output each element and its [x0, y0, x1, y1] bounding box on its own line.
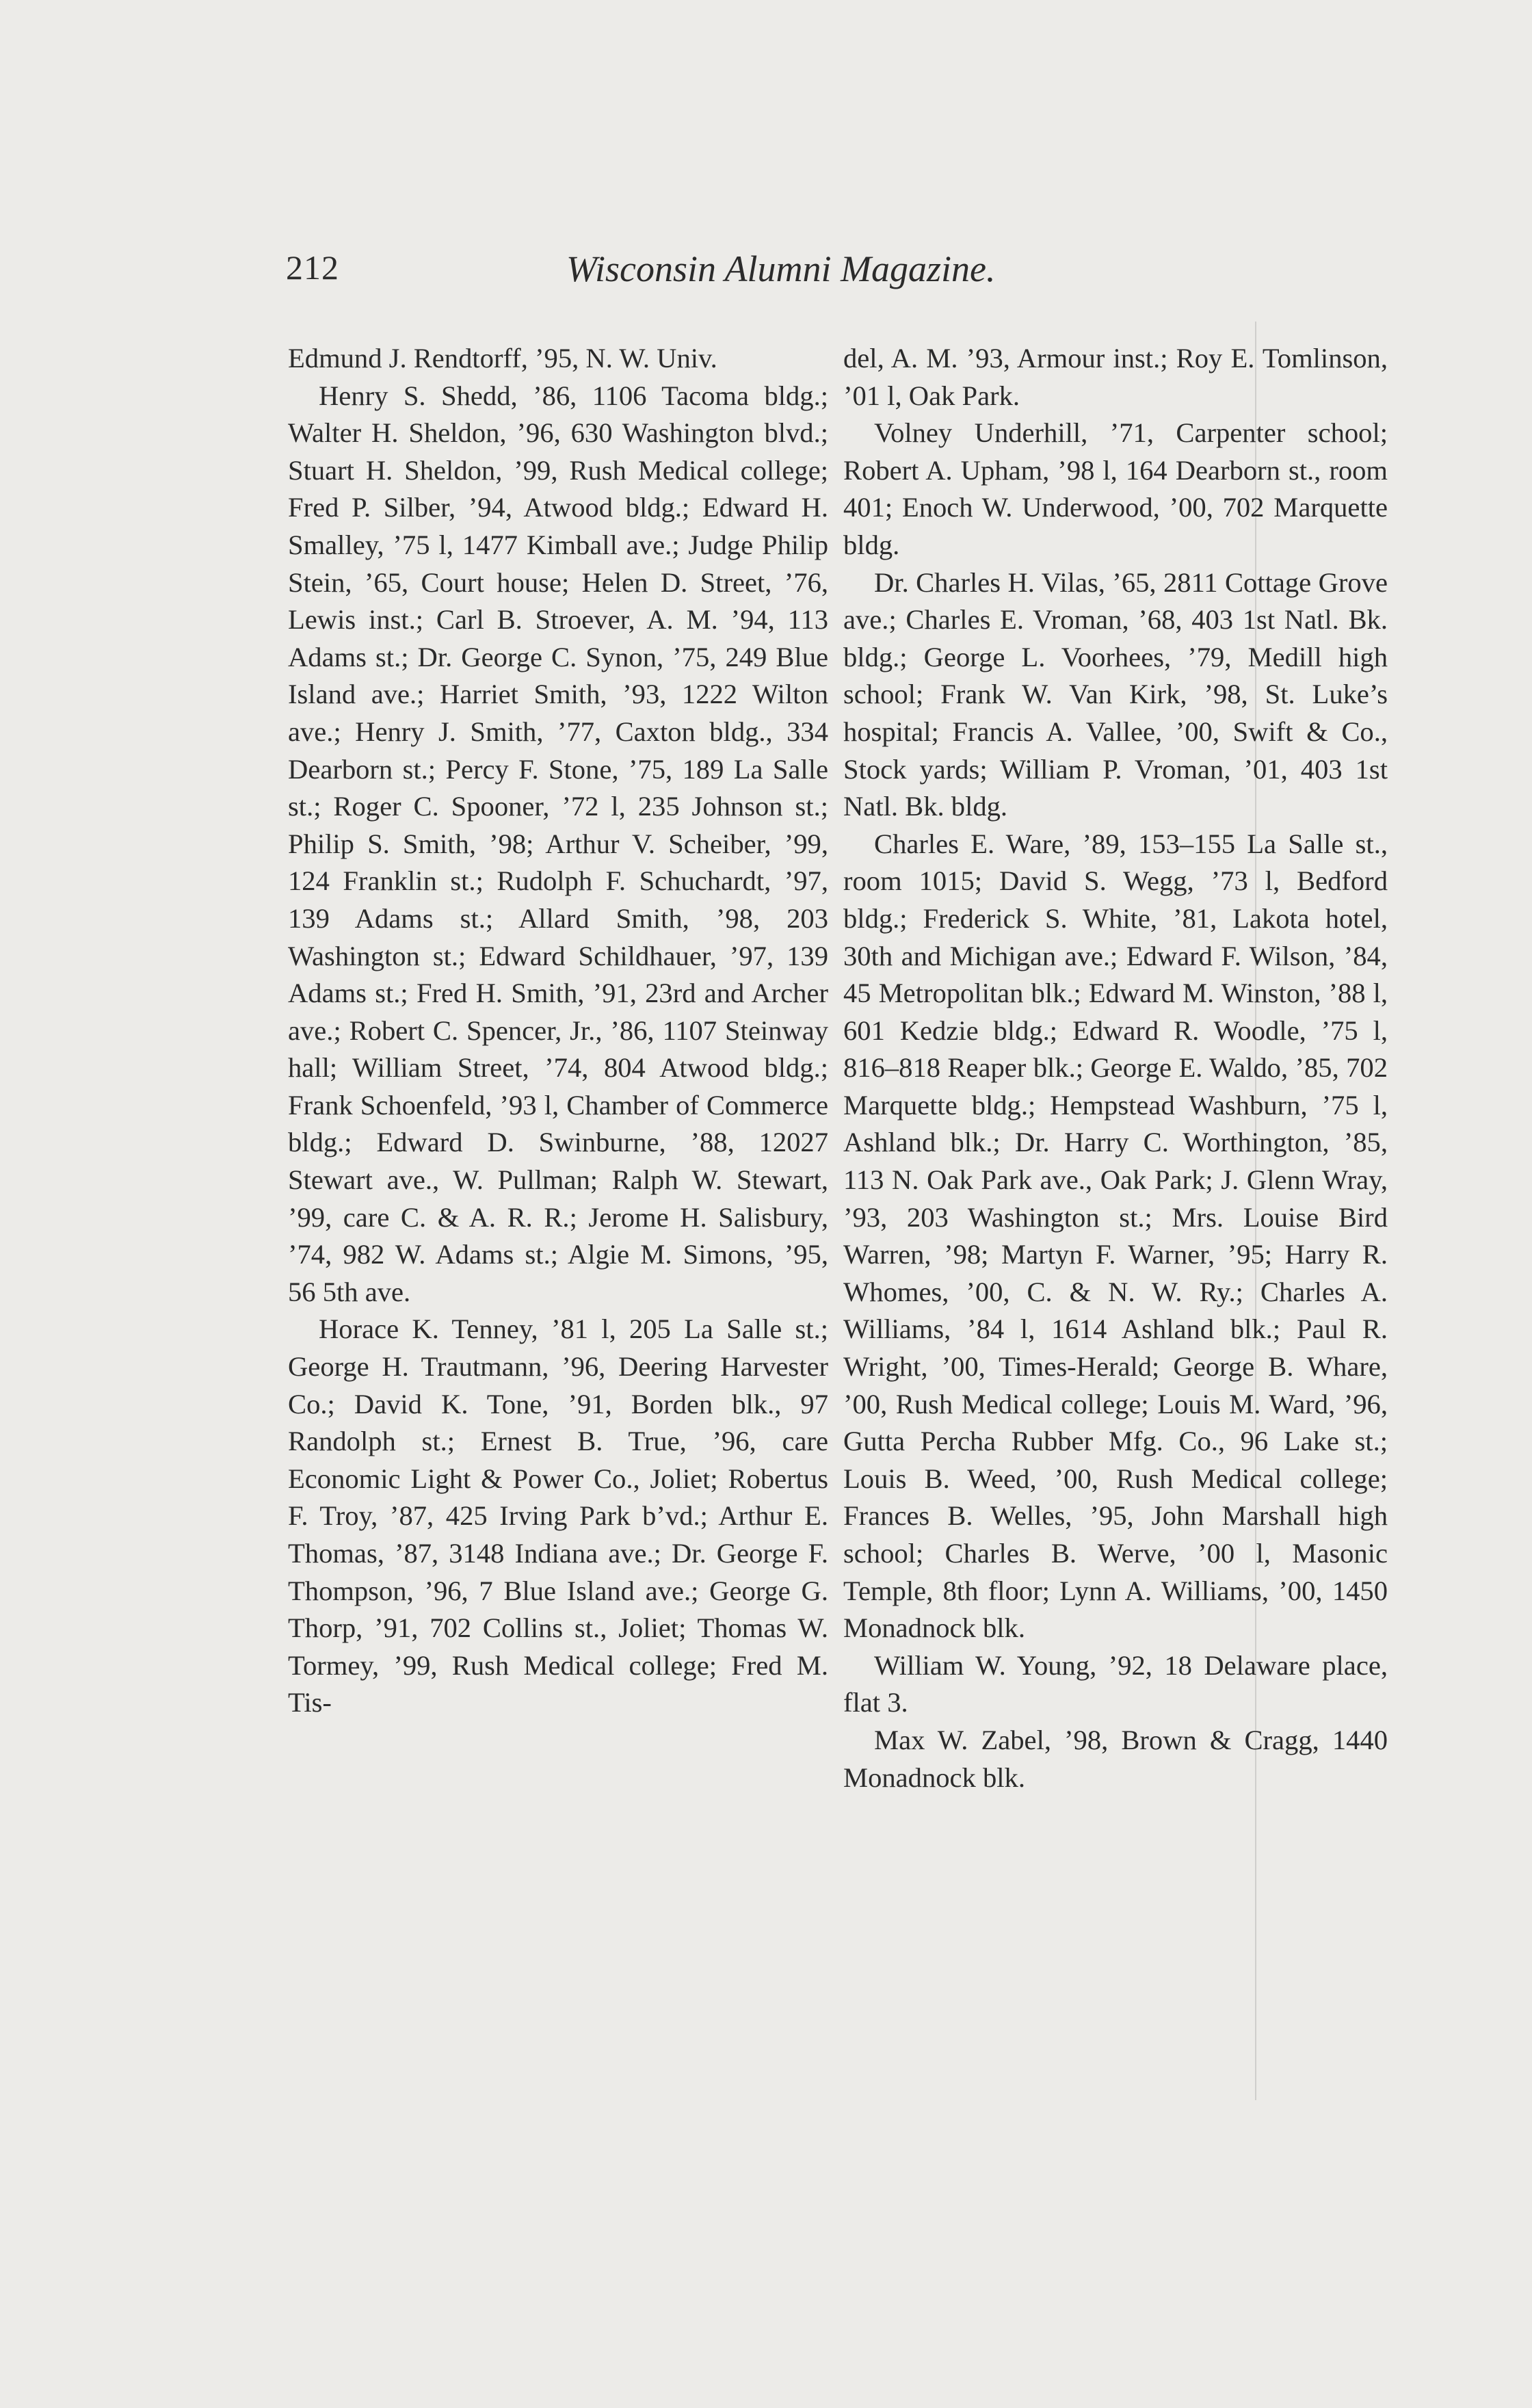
right-paragraph-1: del, A. M. ’93, Armour inst.; Roy E. Tomlinson, ’01 l, Oak Park.: [843, 343, 1388, 411]
page-number: 212: [286, 248, 339, 287]
right-column: [843, 340, 1388, 1796]
left-paragraph-2: Henry S. Shedd, ’86, 1106 Tacoma bldg.; Walter H. Sheldon, ’96, 630 Washington blvd.; Stuart H. Sheldon, ’99, Rush Medical college; Fred P. Silber, ’94, Atwood bldg.; Edward H. Smalley, ’75 l, 1477 Kimball ave.; Judge Philip Stein, ’65, Court house; Helen D. Street, ’76, Lewis inst.; Carl B. Stroever, A. M. ’94, 113 Adams st.; Dr. George C. Synon, ’75, 249 Blue Island ave.; Harriet Smith, ’93, 1222 Wilton ave.; Henry J. Smith, ’77, Caxton bldg., 334 Dearborn st.; Percy F. Stone, ’75, 189 La Salle st.; Roger C. Spooner, ’72 l, 235 Johnson st.; Philip S. Smith, ’98; Arthur V. Scheiber, ’99, 124 Franklin st.; Rudolph F. Schuchardt, ’97, 139 Adams st.; Allard Smith, ’98, 203 Washington st.; Edward Schildhauer, ’97, 139 Adams st.; Fred H. Smith, ’91, 23rd and Archer ave.; Robert C. Spencer, Jr., ’86, 1107 Steinway hall; William Street, ’74, 804 Atwood bldg.; Frank Schoenfeld, ’93 l, Chamber of Commerce bldg.; Edward D. Swinburne, ’88, 12027 Stewart ave., W. Pullman; Ralph W. Stewart, ’99, care C. & A. R. R.; Jerome H. Salisbury, ’74, 982 W. Adams st.; Algie M. Simons, ’95, 56 5th ave.: [288, 380, 828, 1307]
right-paragraph-5: William W. Young, ’92, 18 Delaware place, flat 3.: [843, 1649, 1388, 1718]
right-paragraph-6: Max W. Zabel, ’98, Brown & Cragg, 1440 Monadnock blk.: [843, 1724, 1388, 1793]
page-header: [286, 248, 1107, 309]
left-column: [288, 340, 828, 1722]
left-paragraph-1: Edmund J. Rendtorff, ’95, N. W. Univ.: [288, 343, 717, 374]
right-paragraph-4: Charles E. Ware, ’89, 153–155 La Salle st., room 1015; David S. Wegg, ’73 l, Bedford bldg.; Frederick S. White, ’81, Lakota hotel, 30th and Michigan ave.; Edward F. Wilson, ’84, 45 Metropolitan blk.; Edward M. Winston, ’88 l, 601 Kedzie bldg.; Edward R. Woodle, ’75 l, 816–818 Reaper blk.; George E. Waldo, ’85, 702 Marquette bldg.; Hempstead Washburn, ’75 l, Ashland blk.; Dr. Harry C. Worthington, ’85, 113 N. Oak Park ave., Oak Park; J. Glenn Wray, ’93, 203 Washington st.; Mrs. Louise Bird Warren, ’98; Martyn F. Warner, ’95; Harry R. Whomes, ’00, C. & N. W. Ry.; Charles A. Williams, ’84 l, 1614 Ashland blk.; Paul R. Wright, ’00, Times-Herald; George B. Whare, ’00, Rush Medical college; Louis M. Ward, ’96, Gutta Percha Rubber Mfg. Co., 96 Lake st.; Louis B. Weed, ’00, Rush Medical college; Frances B. Welles, ’95, John Marshall high school; Charles B. Werve, ’00 l, Masonic Temple, 8th floor; Lynn A. Williams, ’00, 1450 Monadnock blk.: [843, 828, 1388, 1644]
right-paragraph-2: Volney Underhill, ’71, Carpenter school; Robert A. Upham, ’98 l, 164 Dearborn st., room 401; Enoch W. Underwood, ’00, 702 Marquette bldg.: [843, 417, 1388, 560]
right-paragraph-3: Dr. Charles H. Vilas, ’65, 2811 Cottage Grove ave.; Charles E. Vroman, ’68, 403 1st Natl. Bk. bldg.; George L. Voorhees, ’79, Medill high school; Frank W. Van Kirk, ’98, St. Luke’s hospital; Francis A. Vallee, ’00, Swift & Co., Stock yards; William P. Vroman, ’01, 403 1st Natl. Bk. bldg.: [843, 566, 1388, 822]
left-paragraph-3: Horace K. Tenney, ’81 l, 205 La Salle st.; George H. Trautmann, ’96, Deering Harvester Co.; David K. Tone, ’91, Borden blk., 97 Randolph st.; Ernest B. True, ’96, care Economic Light & Power Co., Joliet; Robertus F. Troy, ’87, 425 Irving Park b’vd.; Arthur E. Thomas, ’87, 3148 Indiana ave.; Dr. George F. Thompson, ’96, 7 Blue Island ave.; George G. Thorp, ’91, 702 Collins st., Joliet; Thomas W. Tormey, ’99, Rush Medical college; Fred M. Tis-: [288, 1313, 828, 1718]
running-title: Wisconsin Alumni Magazine.: [566, 248, 996, 289]
